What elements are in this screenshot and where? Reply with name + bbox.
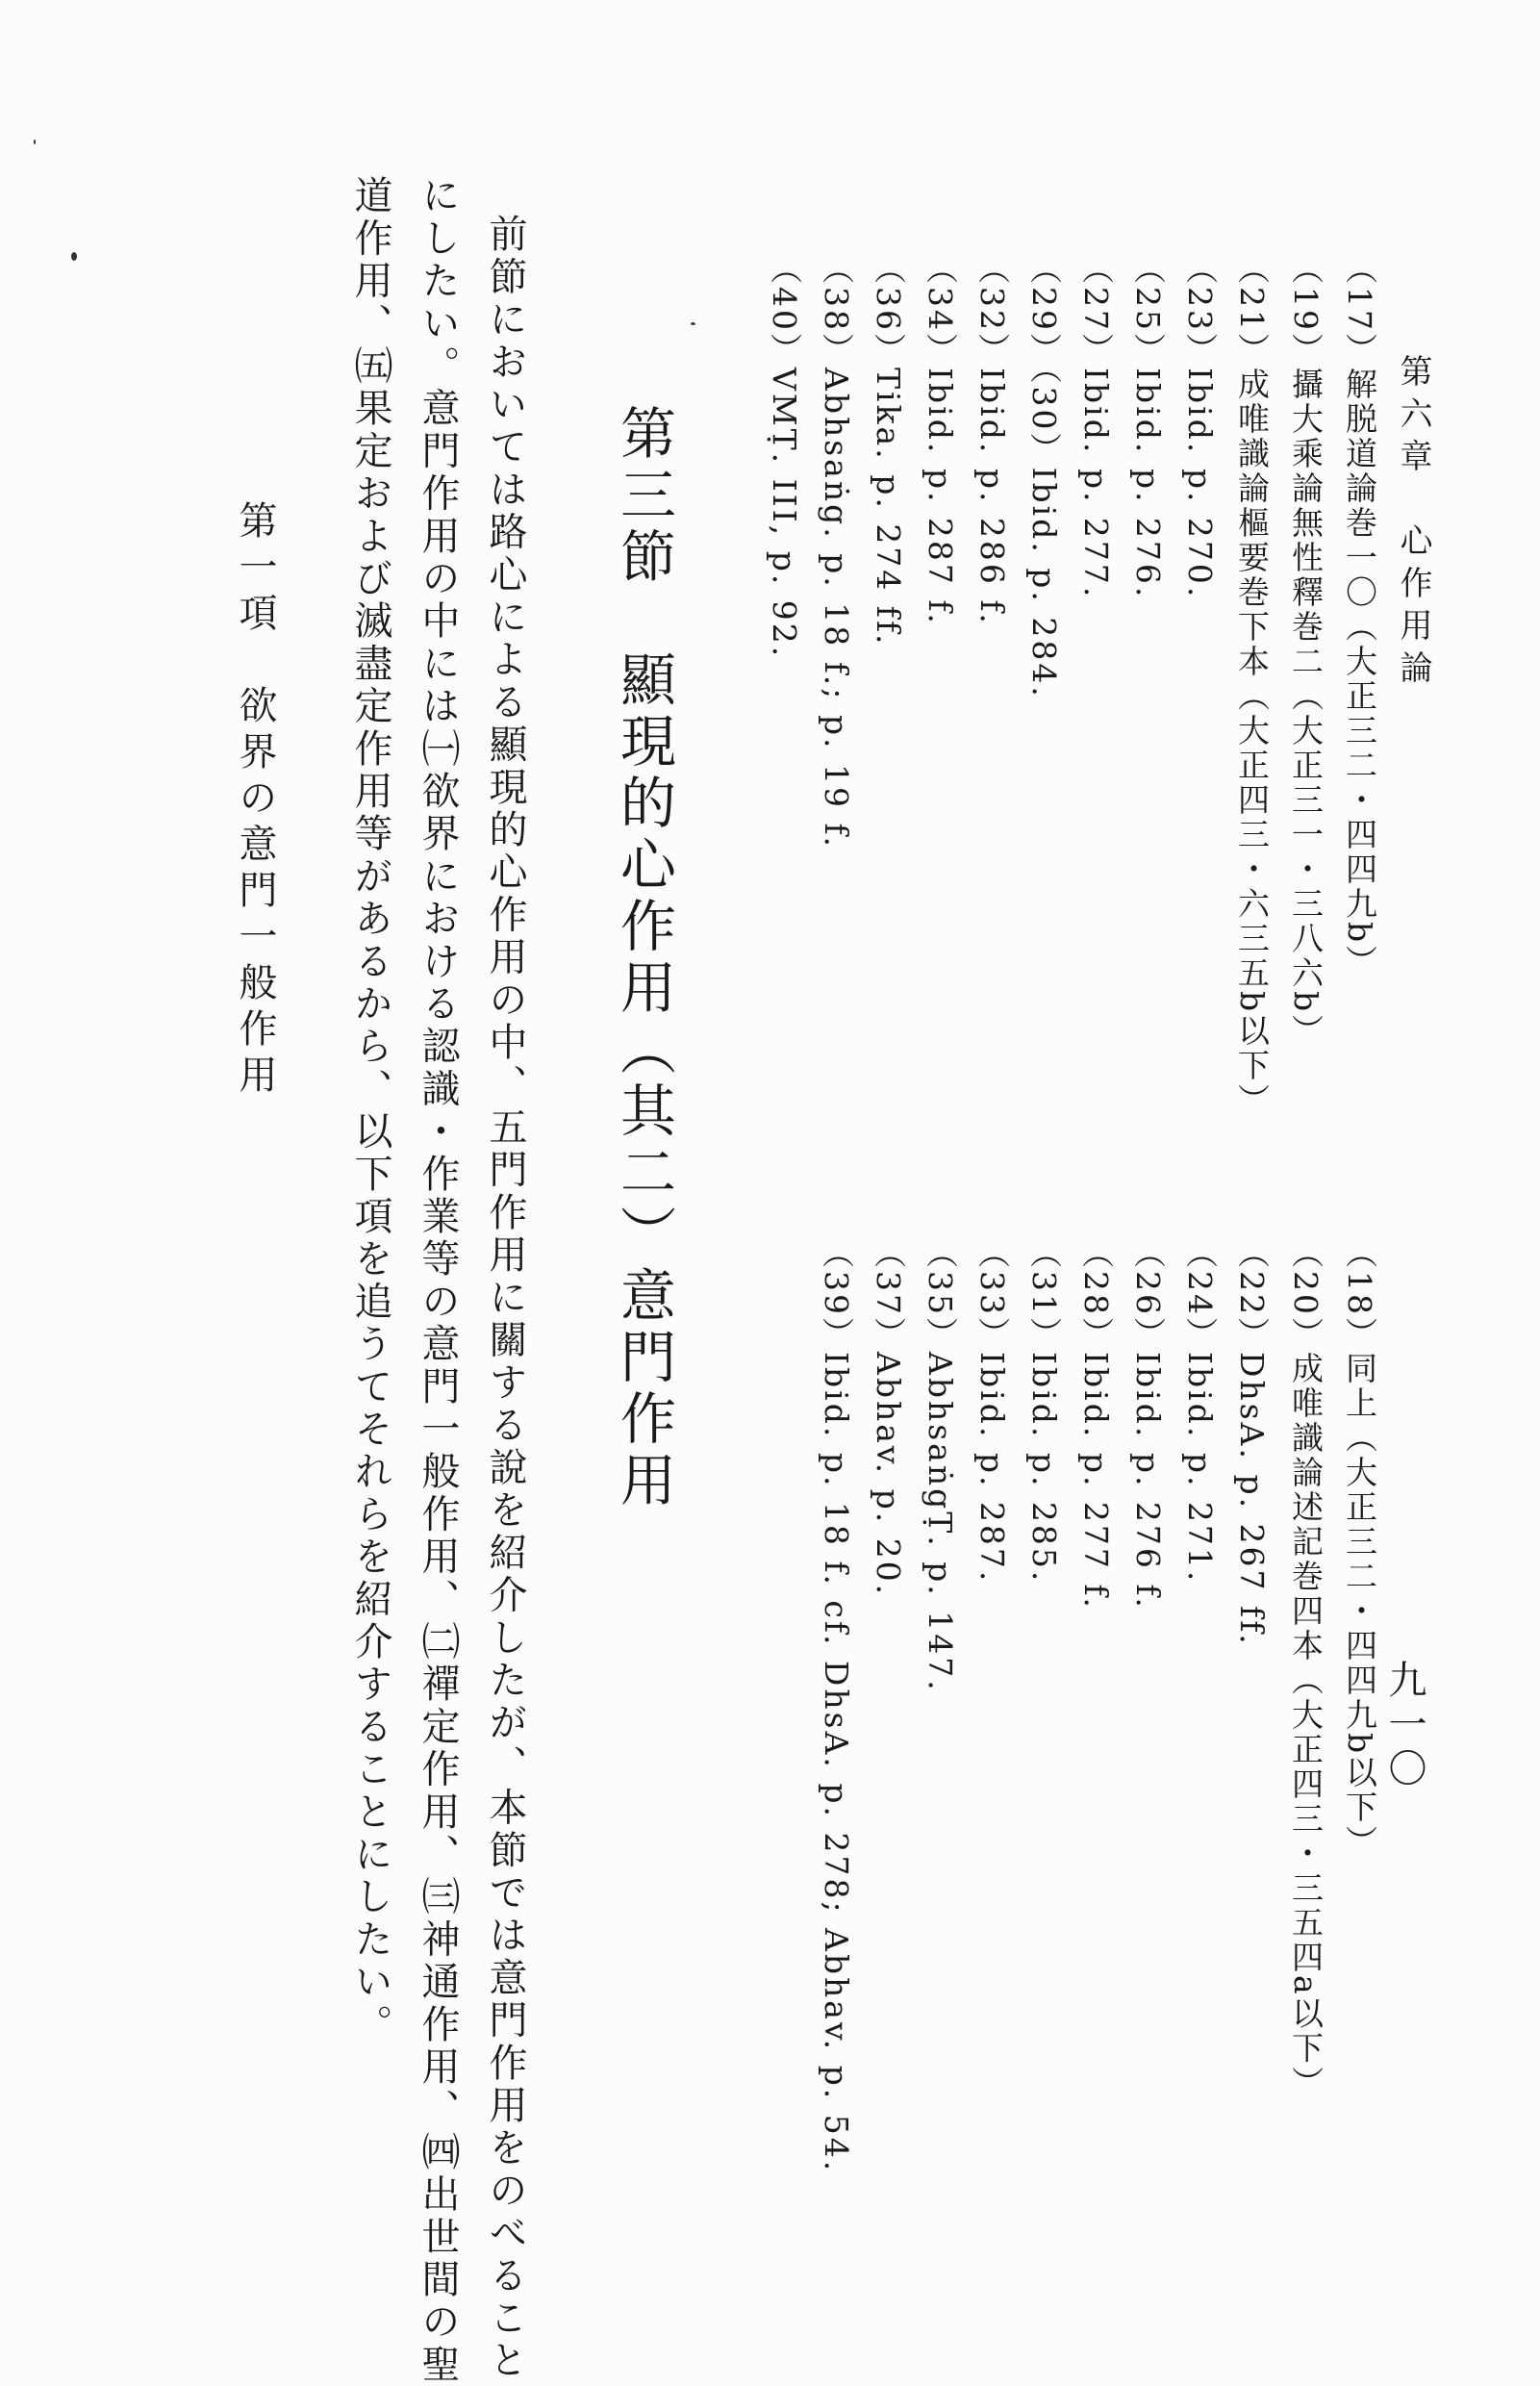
footnote-text: Ibid. p. 286 f. [973,368,1011,626]
footnote-number: （40） [766,252,803,368]
footnote-28 [1077,1236,1115,1611]
scan-speck [71,252,77,261]
footnote-number: （18） [1341,1236,1378,1352]
footnote-17 [1341,252,1378,980]
subsection-title: 第一項 欲界の意門一般作用 [233,500,277,1101]
footnote-text: Ibid. p. 285. [1025,1352,1063,1585]
footnote-number: （19） [1287,252,1325,368]
footnote-number: （24） [1181,1236,1219,1352]
footnote-number: （23） [1181,252,1219,368]
footnote-text: 成唯識論述記巻四本（大正四三・三五四a以下） [1287,1352,1325,2101]
scan-speck [34,140,36,144]
footnote-37 [870,1236,907,1598]
footnote-36 [870,252,907,647]
footnote-text: 解脱道論巻一〇（大正三二・四四九b） [1341,368,1378,980]
chapter-header: 第六章 心作用論 [1394,354,1432,693]
footnote-number: （32） [973,252,1011,368]
footnote-text: Ibid. p. 287. [973,1352,1011,1585]
footnote-number: （38） [818,252,855,368]
footnote-number: （39） [818,1236,855,1352]
scan-speck [691,322,695,325]
body-line-2: にしたい。意門作用の中には㈠欲界における認識・作業等の意門一般作用、㈡禪定作用、㈢神通作用、㈣出世間の聖 [416,175,460,2386]
footnote-26 [1129,1236,1167,1611]
body-line-3: 道作用、㈤果定および滅盡定作用等があるから、以下項を追うてそれらを紹介することにしたい。 [348,175,392,2046]
footnote-27 [1077,252,1115,600]
footnote-number: （31） [1025,1236,1063,1352]
footnote-text: Ibid. p. 284. [1025,467,1063,699]
footnote-24 [1181,1236,1219,1585]
footnote-text: 攝大乘論無性釋巻二（大正三一・三八六b） [1287,368,1325,1050]
footnote-number: （22） [1233,1236,1271,1352]
footnote-number: （34） [921,252,959,368]
footnote-number: （27） [1077,252,1115,368]
footnote-text: Abhsaṅg. p. 18 f.; p. 19 f. [818,368,855,850]
footnote-text: AbhsaṅgṬ. p. 147. [921,1352,959,1693]
footnote-39 [818,1236,855,2174]
footnote-text: Ibid. p. 270. [1181,368,1219,600]
footnote-text: Ibid. p. 276. [1129,368,1167,600]
footnote-text: Ibid. p. 287 f. [921,368,959,626]
footnote-21 [1233,252,1271,1119]
footnote-33 [973,1236,1011,1585]
footnote-29-30 [1025,252,1063,699]
footnote-number: （36） [870,252,907,368]
footnote-number: （28） [1077,1236,1115,1352]
footnote-text: Ibid. p. 18 f. cf. DhsA. p. 278; Abhav. p. 54. [818,1352,855,2174]
footnote-text: Abhav. p. 20. [870,1352,907,1598]
body-line-1: 前節においては路心による顯現的心作用の中、五門作用に關する說を紹介したが、本節では意門作用をのべること [483,214,527,2383]
page-number: 九一〇 [1382,1660,1426,1792]
section-title: 第三節 顯現的心作用（其二）意門作用 [611,404,676,1512]
footnote-number: （37） [870,1236,907,1352]
footnote-text: Ibid. p. 276 f. [1129,1352,1167,1611]
footnote-text: Ibid. p. 277 f. [1077,1352,1115,1611]
footnote-text: 同上（大正三二・四四九b以下） [1341,1352,1378,1861]
footnote-38 [818,252,855,850]
footnote-31 [1025,1236,1063,1585]
footnote-35 [921,1236,959,1693]
footnote-34 [921,252,959,626]
footnote-number: （21） [1233,252,1271,368]
footnote-number: （17） [1341,252,1378,368]
footnote-40 [766,252,803,660]
footnote-text: Tika. p. 274 ff. [870,368,907,647]
footnote-number: （25） [1129,252,1167,368]
footnote-32 [973,252,1011,626]
footnote-text: VMṬ. III, p. 92. [766,368,803,660]
footnote-text: DhsA. p. 267 ff. [1233,1352,1271,1647]
footnote-number: （20） [1287,1236,1325,1352]
footnote-19 [1287,252,1325,1050]
footnote-23 [1181,252,1219,600]
footnote-22 [1233,1236,1271,1647]
footnote-text: Ibid. p. 277. [1077,368,1115,600]
footnote-number: （33） [973,1236,1011,1352]
footnote-20 [1287,1236,1325,2101]
footnote-25 [1129,252,1167,600]
footnote-text: 成唯識論樞要巻下本（大正四三・六三五b以下） [1233,368,1271,1119]
footnote-18 [1341,1236,1378,1861]
footnote-text: Ibid. p. 271. [1181,1352,1219,1585]
footnote-number: （35） [921,1236,959,1352]
footnote-number: （26） [1129,1236,1167,1352]
footnote-number: （29）（30） [1025,252,1063,468]
